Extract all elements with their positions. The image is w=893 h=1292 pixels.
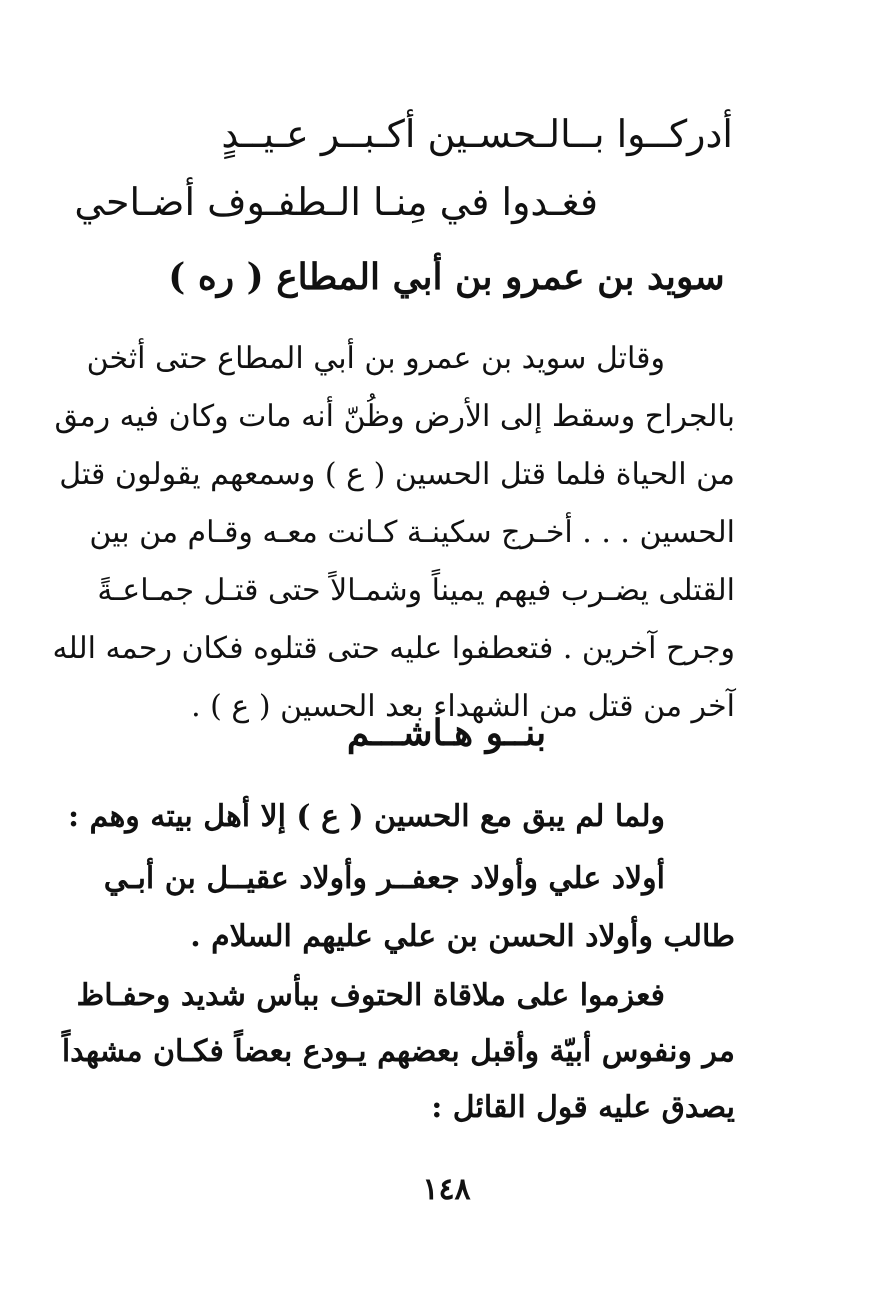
paragraph-intro xyxy=(68,788,735,846)
section-heading-banu-hashim: بنــو هـاشـــم xyxy=(346,712,547,754)
poem-verse-1: أدركــوا بــالـحسـين أكـبــر عـيــدٍ xyxy=(221,112,733,156)
paragraph-suwaid xyxy=(52,330,735,736)
section-heading-suwaid: سويد بن عمرو بن أبي المطاع ( ره ) xyxy=(168,256,725,298)
poem-verse-2: فغـدوا في مِنـا الـطفـوف أضـاحي xyxy=(74,180,598,224)
paragraph-list xyxy=(103,850,735,966)
paragraph-line: يصدق عليه قول القائل : xyxy=(431,1090,735,1125)
paragraph-line: فعزموا على ملاقاة الحتوف ببأس شديد وحفـاظ xyxy=(76,978,665,1013)
paragraph-line: وجرح آخرين . فتعطفوا عليه حتى قتلوه فكان رحمه الله xyxy=(52,631,735,666)
paragraph-line: أولاد علي وأولاد جعفــر وأولاد عقيــل بن أبـي xyxy=(103,861,665,896)
paragraph-line: آخر من قتل من الشهداء بعد الحسين ( ع ) . xyxy=(191,689,735,724)
paragraph-line: ولما لم يبق مع الحسين ( ع ) إلا أهل بيته وهم : xyxy=(68,799,665,834)
page-number: ١٤٨ xyxy=(422,1172,471,1207)
paragraph-line: القتلى يضـرب فيهم يميناً وشمـالاً حتى قتـل جمـاعـةً xyxy=(97,573,735,608)
paragraph-closing xyxy=(61,968,735,1136)
paragraph-line: من الحياة فلما قتل الحسين ( ع ) وسمعهم يقولون قتل xyxy=(59,457,735,492)
paragraph-line: طالب وأولاد الحسن بن علي عليهم السلام . xyxy=(190,919,735,954)
paragraph-line: وقاتل سويد بن عمرو بن أبي المطاع حتى أثخن xyxy=(86,341,665,376)
paragraph-line: بالجراح وسقط إلى الأرض وظُنّ أنه مات وكان فيه رمق xyxy=(54,399,735,434)
paragraph-line: الحسين . . . أخـرج سكينـة كـانت معـه وقـام من بين xyxy=(89,515,735,550)
paragraph-line: مر ونفوس أبيّة وأقبل بعضهم يـودع بعضاً فكـان مشهداً xyxy=(61,1034,735,1069)
